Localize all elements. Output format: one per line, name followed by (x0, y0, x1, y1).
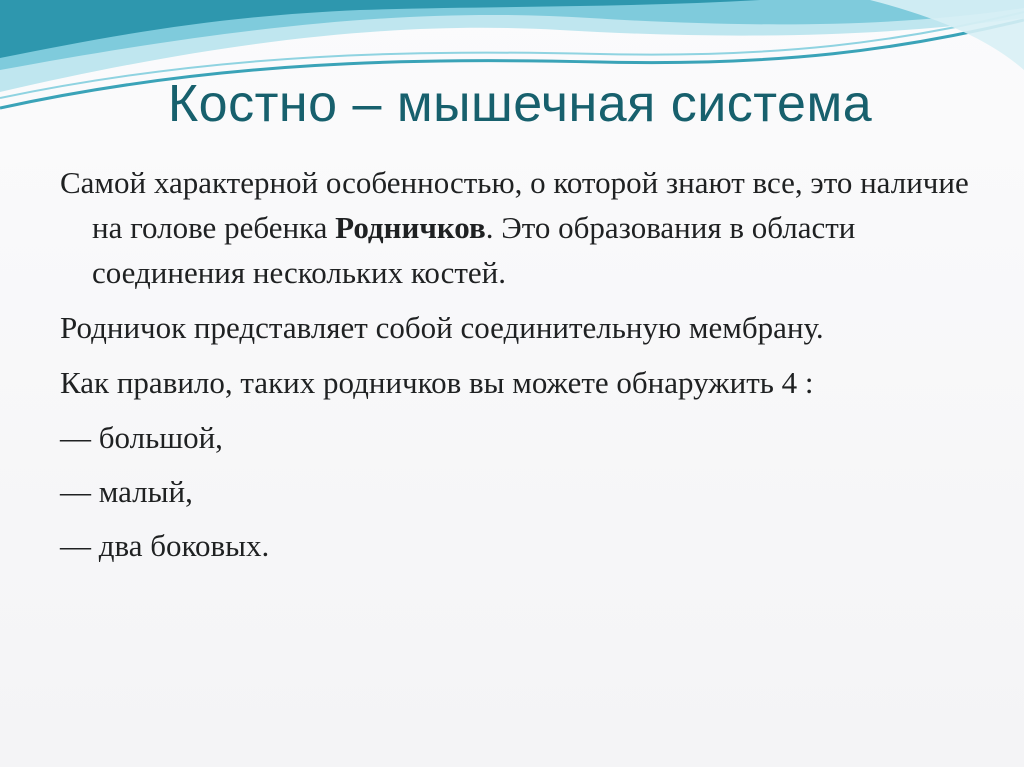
paragraph-fontanelles (60, 160, 980, 295)
paragraph-membrane: Родничок представляет собой соединительную мембрану. (60, 310, 824, 345)
list-item-large: — большой, (60, 420, 223, 455)
list-item-small: — малый, (60, 474, 193, 509)
bold-term: Родничков (335, 210, 486, 245)
paragraph-text-start: Самой характерной особенностью, о которой знают все, это наличие на голове ребенка (60, 165, 969, 245)
slide-title: Костно – мышечная система (167, 75, 873, 133)
paragraph-count: Как правило, таких родничков вы можете обнаружить 4 : (60, 365, 814, 400)
paragraph-text-end: . Это образования в области соединения нескольких костей. (92, 210, 856, 290)
slide-body (60, 160, 980, 577)
list-item-lateral: — два боковых. (60, 528, 270, 563)
